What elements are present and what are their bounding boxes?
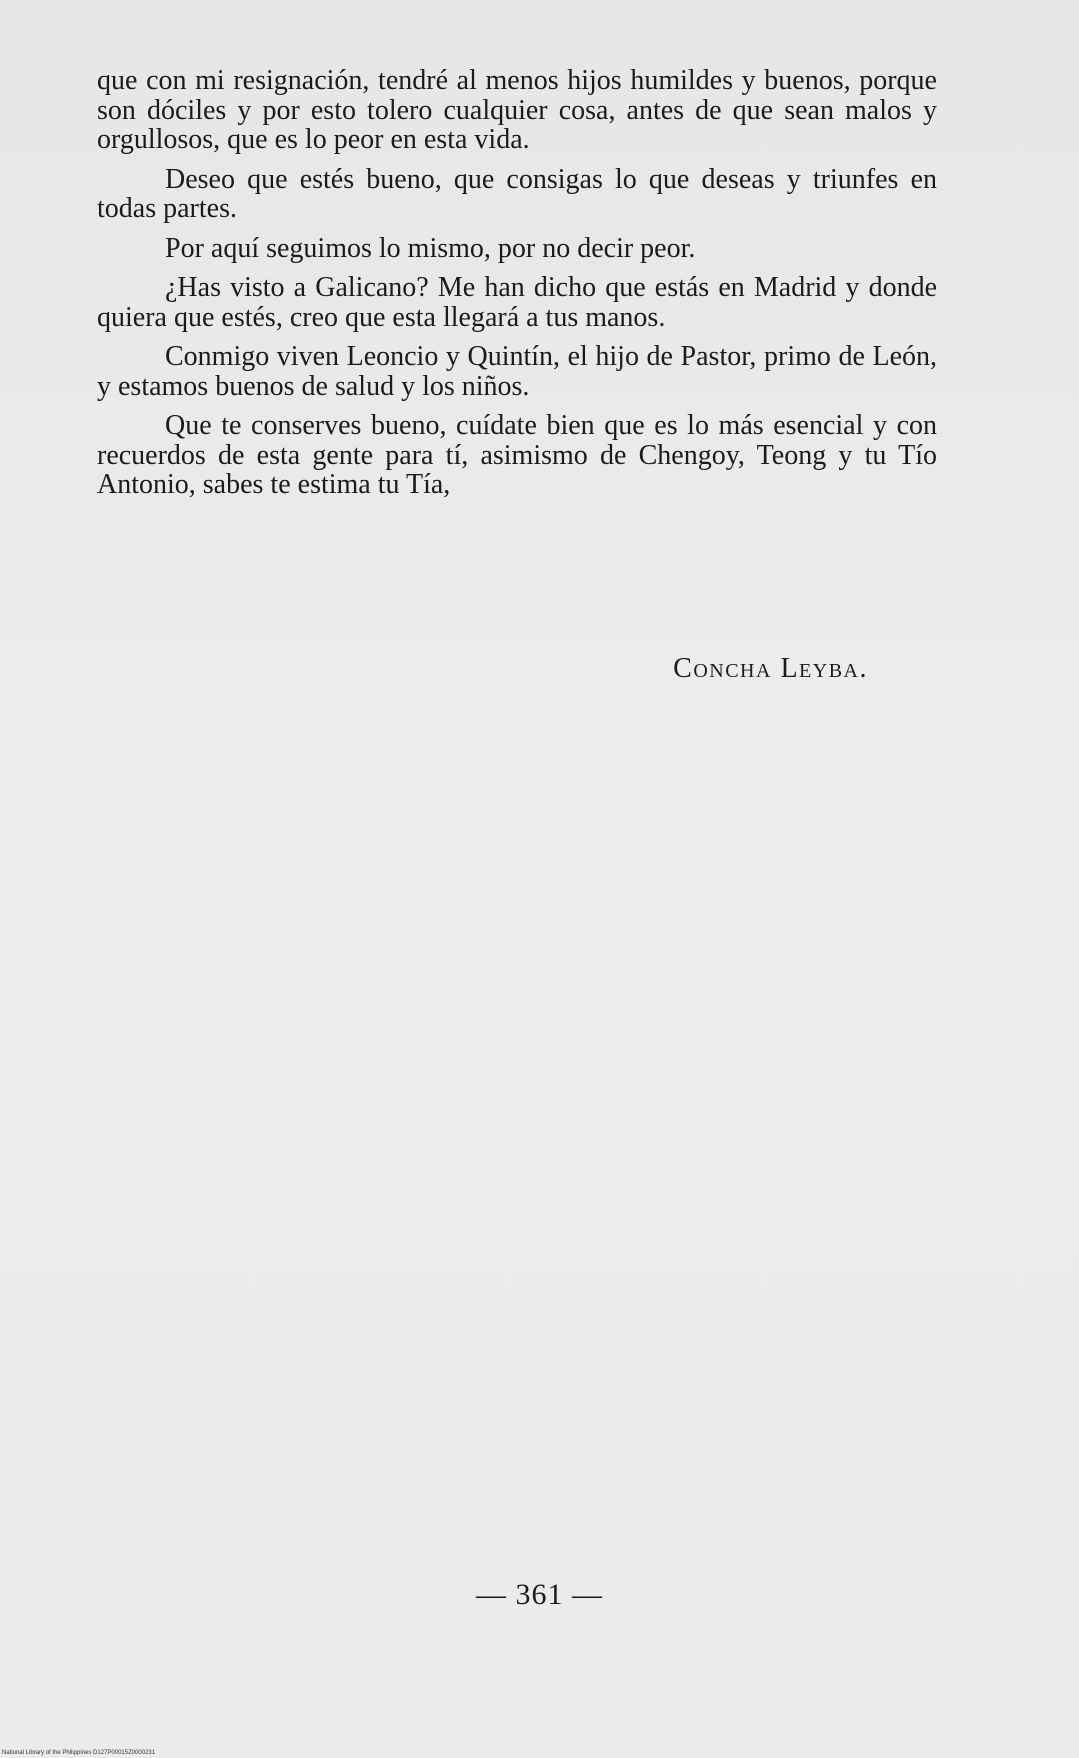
letter-body — [97, 66, 937, 510]
paragraph-continuation: que con mi resignación, tendré al menos hijos humildes y buenos, porque son dóciles y por esto tolero cualquier cosa, antes de que sean malos y orgullosos, que es lo peor en esta vida. — [97, 65, 937, 155]
paragraph-wishes: Deseo que estés bueno, que consigas lo que deseas y triunfes en todas partes. — [97, 163, 937, 224]
scan-credit: National Library of the Philippines D127P00015Z0000231 — [2, 1750, 156, 1756]
paragraph-status: Por aquí seguimos lo mismo, por no decir peor. — [165, 232, 696, 264]
paragraph-household: Conmigo viven Leoncio y Quintín, el hijo de Pastor, primo de León, y estamos buenos de salud y los niños. — [97, 341, 937, 402]
paragraph-galicano: ¿Has visto a Galicano? Me han dicho que estás en Madrid y donde quiera que estés, creo que esta llegará a tus manos. — [97, 272, 937, 333]
paragraph-closing: Que te conserves bueno, cuídate bien que es lo más esencial y con recuerdos de esta gente para tí, asimismo de Chengoy, Teong y tu Tío Antonio, sabes te estima tu Tía, — [97, 410, 937, 500]
letter-signature: Concha Leyba. — [673, 653, 868, 684]
page-number: — 361 — — [476, 1578, 603, 1611]
